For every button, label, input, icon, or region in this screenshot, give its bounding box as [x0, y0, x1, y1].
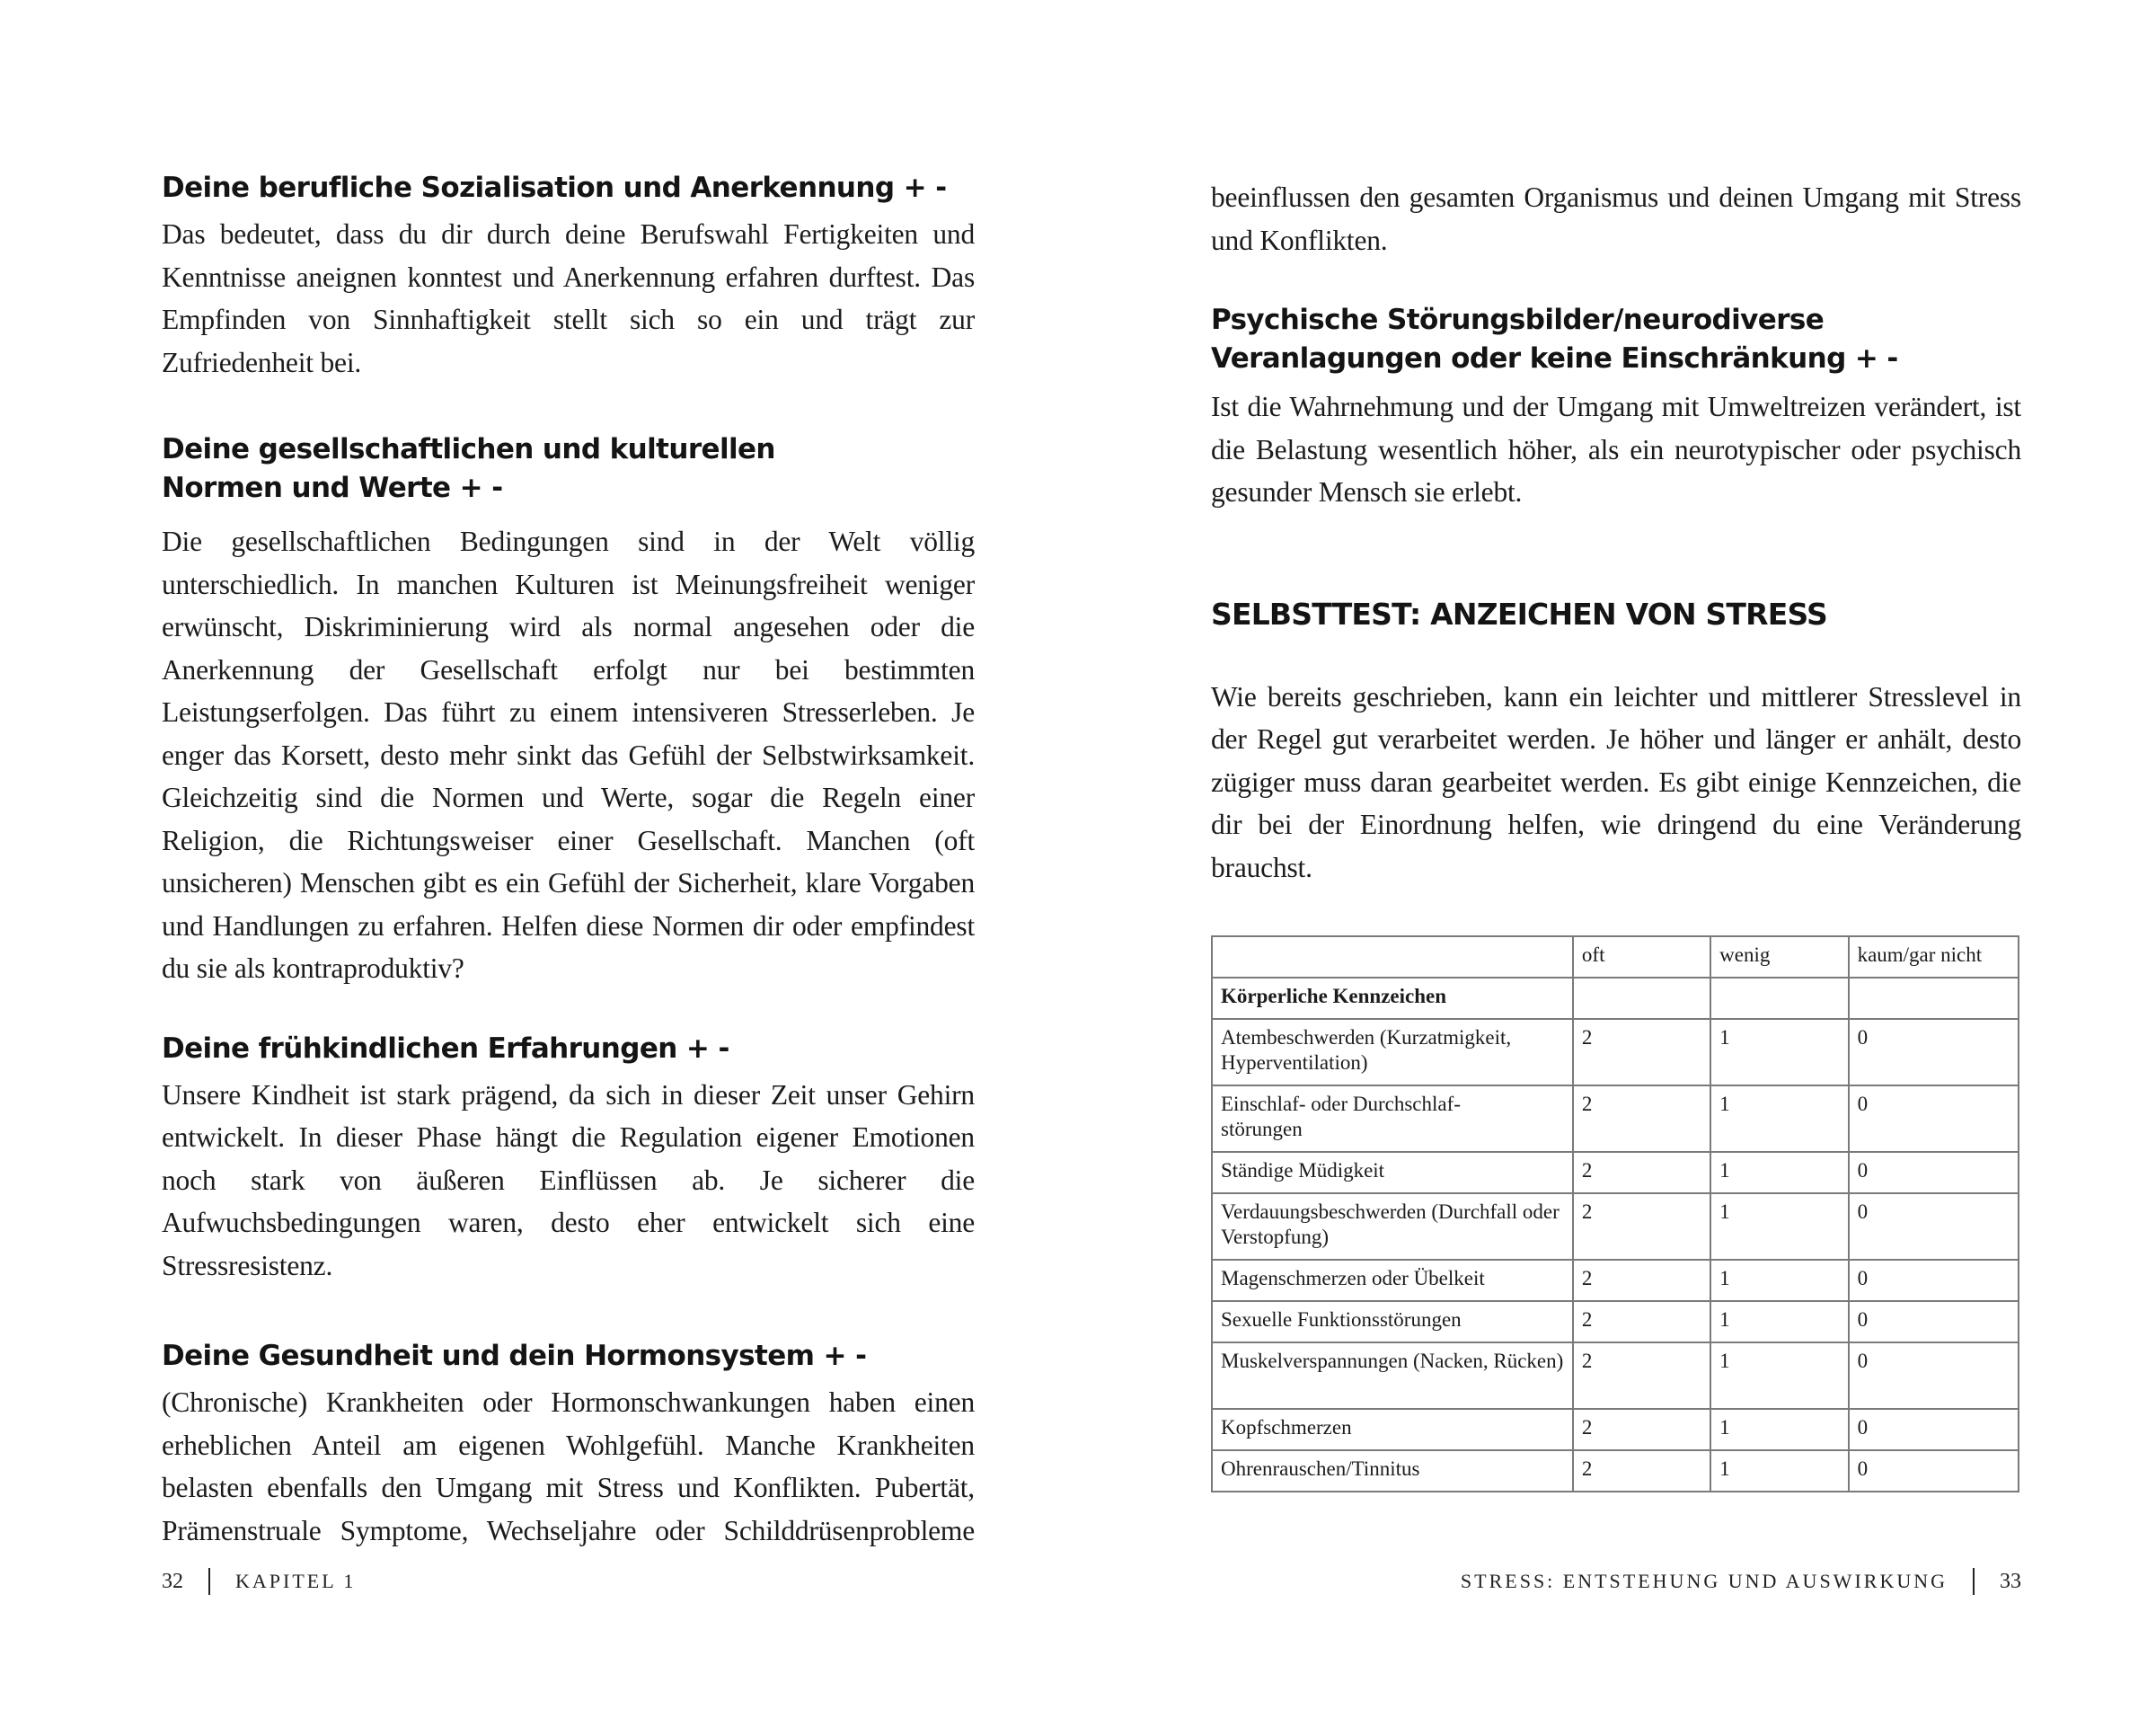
footer-divider: [1973, 1568, 1975, 1595]
table-header-row: [1212, 936, 2019, 978]
selbsttest-section: [1211, 595, 2021, 890]
footer-divider: [208, 1568, 210, 1595]
stress-signs-table: [1211, 935, 2019, 1492]
table-row: [1212, 1152, 2019, 1193]
row-label-text: Einschlaf- oder Durchschlaf- störungen: [1221, 1093, 1461, 1140]
empty-cell: [1573, 978, 1710, 1019]
empty-cell: [1710, 978, 1848, 1019]
score-oft: 2: [1573, 1193, 1710, 1260]
section-fruehkindliche-erfahrungen: [162, 1030, 975, 1288]
page-number: 32: [162, 1569, 183, 1593]
table-row: [1212, 1085, 2019, 1152]
score-wenig: 1: [1710, 1450, 1848, 1492]
section-body: Das bedeutet, dass du dir durch deine Berufswahl Fertigkeiten und Kenntnisse aneignen konntest und Anerkennung erfahren durftest. Das Empfinden von Sinnhaftigkeit stellt sich so ein und trägt zur Zufriedenheit bei.: [162, 218, 975, 378]
table-category-row: [1212, 978, 2019, 1019]
empty-cell: [1849, 978, 2019, 1019]
score-wenig: 1: [1710, 1152, 1848, 1193]
continuation-text: beeinflussen den gesamten Organismus und deinen Umgang mit Stress und Konflikten.: [1211, 182, 2021, 256]
header-cell-kaum: kaum/gar nicht: [1849, 936, 2019, 978]
score-kaum: 0: [1849, 1450, 2019, 1492]
row-label: Muskelverspannungen (Nacken, Rücken): [1212, 1342, 1573, 1409]
score-kaum: 0: [1849, 1301, 2019, 1342]
table-row: [1212, 1193, 2019, 1260]
section-gesundheit-hormonsystem: [162, 1337, 975, 1552]
category-label: Körperliche Kennzeichen: [1212, 978, 1573, 1019]
score-wenig: 1: [1710, 1301, 1848, 1342]
score-oft: 2: [1573, 1152, 1710, 1193]
table-row: [1212, 1450, 2019, 1492]
score-kaum: 0: [1849, 1342, 2019, 1409]
right-text-column: [1211, 176, 2021, 1492]
score-oft: 2: [1573, 1450, 1710, 1492]
header-cell-wenig: wenig: [1710, 936, 1848, 978]
right-footer: [1461, 1568, 2021, 1595]
running-head: KAPITEL 1: [235, 1570, 357, 1592]
section-heading: Deine Gesundheit und dein Hormonsystem + -: [162, 1340, 867, 1372]
score-kaum: 0: [1849, 1085, 2019, 1152]
section-body: Die gesellschaftlichen Bedingungen sind in der Welt völlig unterschiedlich. In manchen Kulturen ist Meinungsfreiheit weniger erwünscht, Diskriminierung wird als normal angesehen oder die Anerkennung der Gesellschaft erfolgt nur bei bestimmten Leistungserfolgen. Das führt zu einem intensiveren Stresserleben. Je enger das Korsett, desto mehr sinkt das Gefühl der Selbstwirksamkeit. Gleichzeitig sind die Normen und Werte, sogar die Regeln einer Religion, die Richtungsweiser einer Gesellschaft. Manchen (oft unsicheren) Menschen gibt es ein Gefühl der Sicherheit, klare Vorgaben und Handlungen zu erfahren. Helfen diese Normen dir oder empfindest du sie als kontraproduktiv?: [162, 526, 975, 984]
row-label: Ohrenrauschen/Tinnitus: [1212, 1450, 1573, 1492]
score-oft: 2: [1573, 1301, 1710, 1342]
score-oft: 2: [1573, 1409, 1710, 1450]
score-oft: 2: [1573, 1260, 1710, 1301]
score-oft: 2: [1573, 1019, 1710, 1085]
section-gesellschaftliche-normen: [162, 430, 975, 990]
section-heading: Deine frühkindlichen Erfahrungen + -: [162, 1032, 729, 1065]
page-number: 33: [2000, 1569, 2021, 1593]
section-heading: Deine gesellschaftlichen und kulturellen Normen und Werte + -: [162, 433, 775, 504]
row-label: [1212, 1085, 1573, 1152]
score-kaum: 0: [1849, 1260, 2019, 1301]
table-row: [1212, 1342, 2019, 1409]
running-head: STRESS: ENTSTEHUNG UND AUSWIRKUNG: [1460, 1570, 1948, 1592]
score-oft: 2: [1573, 1342, 1710, 1409]
score-kaum: 0: [1849, 1409, 2019, 1450]
score-wenig: 1: [1710, 1342, 1848, 1409]
selbsttest-title: SELBSTTEST: ANZEICHEN VON STRESS: [1211, 596, 1827, 632]
table-row: [1212, 1019, 2019, 1085]
left-footer: [162, 1568, 356, 1595]
score-kaum: 0: [1849, 1152, 2019, 1193]
row-label: Atembeschwerden (Kurzatmigkeit, Hyperventilation): [1212, 1019, 1573, 1085]
table-row: [1212, 1301, 2019, 1342]
score-wenig: 1: [1710, 1085, 1848, 1152]
score-wenig: 1: [1710, 1409, 1848, 1450]
left-text-column: [162, 169, 975, 1588]
row-label: Kopfschmerzen: [1212, 1409, 1573, 1450]
section-body: (Chronische) Krankheiten oder Hormonschwankungen haben einen erheblichen Anteil am eigenen Wohlgefühl. Manche Krankheiten belasten ebenfalls den Umgang mit Stress und Konflikten. Pubertät, Prämenstruale Symptome, Wechseljahre oder Schilddrüsenprobleme: [162, 1386, 975, 1546]
row-label: Sexuelle Funktionsstörungen: [1212, 1301, 1573, 1342]
row-label: Verdauungsbeschwerden (Durchfall oder Verstopfung): [1212, 1193, 1573, 1260]
selbsttest-intro: Wie bereits geschrieben, kann ein leichter und mittlerer Stresslevel in der Regel gut verarbeitet werden. Je höher und länger er anhält, desto zügiger muss daran gearbeitet werden. Es gibt einige Kennzeichen, die dir bei der Einordnung helfen, wie dringend du eine Veränderung brauchst.: [1211, 680, 2021, 883]
table-row: [1212, 1260, 2019, 1301]
score-kaum: 0: [1849, 1019, 2019, 1085]
section-heading: Psychische Störungsbilder/neurodiverse Veranlagungen oder keine Einschränkung + -: [1211, 304, 1898, 375]
right-page: [1078, 0, 2156, 1718]
score-wenig: 1: [1710, 1019, 1848, 1085]
row-label: Magenschmerzen oder Übelkeit: [1212, 1260, 1573, 1301]
score-wenig: 1: [1710, 1193, 1848, 1260]
header-cell-empty: [1212, 936, 1573, 978]
section-heading: Deine berufliche Sozialisation und Anerkennung + -: [162, 172, 947, 204]
row-label: Ständige Müdigkeit: [1212, 1152, 1573, 1193]
section-body: Ist die Wahrnehmung und der Umgang mit Umweltreizen verändert, ist die Belastung wesentlich höher, als ein neurotypischer oder psychisch gesunder Mensch sie erlebt.: [1211, 391, 2021, 508]
section-body: Unsere Kindheit ist stark prägend, da sich in dieser Zeit unser Gehirn entwickelt. In dieser Phase hängt die Regulation eigener Emotionen noch stark von äußeren Einflüssen ab. Je sicherer die Aufwuchsbedingungen waren, desto eher entwickelt sich eine Stressresistenz.: [162, 1078, 975, 1281]
header-cell-oft: oft: [1573, 936, 1710, 978]
section-psychische-stoerungsbilder: [1211, 301, 2021, 514]
score-oft: 2: [1573, 1085, 1710, 1152]
table-row: [1212, 1409, 2019, 1450]
section-berufliche-sozialisation: [162, 169, 975, 384]
score-kaum: 0: [1849, 1193, 2019, 1260]
score-wenig: 1: [1710, 1260, 1848, 1301]
